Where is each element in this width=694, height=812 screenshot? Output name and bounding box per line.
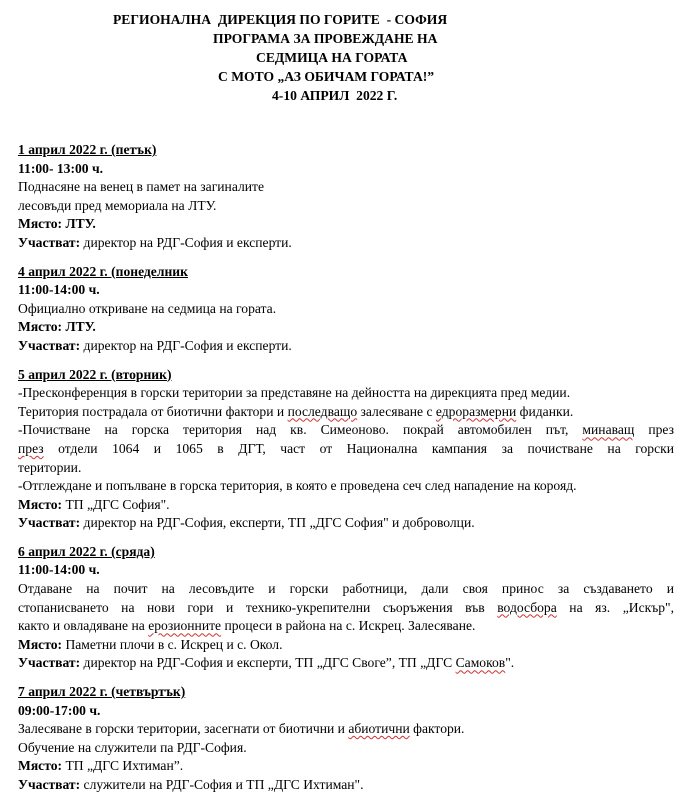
event-participants <box>18 776 674 795</box>
event-place <box>18 318 674 337</box>
event-section-april-7 <box>18 683 674 795</box>
event-time: 11:00-14:00 ч. <box>18 282 100 298</box>
event-place <box>18 496 674 515</box>
event-description-line: -Пресконференция в горски територии за представяне на дейността на дирекцията пред медии. <box>18 385 571 401</box>
event-date: 1 април 2022 г. (петък) <box>18 142 157 157</box>
place-label: Място: <box>18 758 63 774</box>
event-description-line <box>18 599 674 618</box>
text-run-spellcheck: последващо <box>287 403 358 419</box>
event-description-line <box>18 403 674 422</box>
text-run-spellcheck: минаващ <box>582 422 635 438</box>
event-section-april-1 <box>18 141 674 253</box>
header-line-5: 4-10 АПРИЛ 2022 Г. <box>272 88 398 103</box>
participants-label: Участват: <box>18 234 81 250</box>
text-run-spellcheck: ерозионните <box>148 618 222 634</box>
header-line-4: С МОТО „АЗ ОБИЧАМ ГОРАТА!” <box>218 69 435 84</box>
event-participants <box>18 514 674 533</box>
place-value: ЛТУ. <box>62 319 96 335</box>
text-run: Залесяване в горски територии, засегнати от биотични и <box>18 721 349 737</box>
header-line-1: РЕГИОНАЛНА ДИРЕКЦИЯ ПО ГОРИТЕ - СОФИЯ <box>113 12 448 27</box>
event-date: 5 април 2022 г. (вторник) <box>18 366 172 382</box>
participants-label: Участват: <box>18 777 81 792</box>
place-label: Място: <box>18 636 63 652</box>
event-description-line: Официално откриване на седмица на гората. <box>18 300 277 316</box>
text-run: фиданки. <box>516 403 574 419</box>
event-description-line: Отдаване на почит на лесовъдите и горски работници, дали своя принос за създаването и <box>18 581 674 597</box>
place-value: ЛТУ. <box>62 216 96 232</box>
text-run: Територия пострадала от биотични фактори и <box>18 403 288 419</box>
participants-label: Участват: <box>18 655 81 671</box>
participants-value: директор на РДГ-София и експерти. <box>80 234 292 250</box>
event-participants <box>18 234 674 253</box>
text-run: отдели 1064 и 1065 в ДГТ, част от Национална кампания за почистване на горски <box>43 440 674 456</box>
participants-value: директор на РДГ-София и експерти. <box>80 337 292 353</box>
event-time: 11:00- 13:00 ч. <box>18 160 104 176</box>
event-description-line: -Отглеждане и попълване в горска територия, в която е проведена сеч след нападение на корояд. <box>18 478 577 494</box>
event-description-line <box>18 440 674 459</box>
place-value: ТП „ДГС София". <box>62 496 170 512</box>
event-time: 09:00-17:00 ч. <box>18 702 101 718</box>
document-header <box>0 10 694 105</box>
text-run-spellcheck: през <box>18 440 44 456</box>
text-run-spellcheck: водосбора <box>497 599 557 615</box>
event-section-april-6 <box>18 543 674 673</box>
event-description-line: Обучение на служители па РДГ-София. <box>18 739 247 755</box>
event-description-line <box>18 617 674 636</box>
event-date: 7 април 2022 г. (четвъртък) <box>18 684 186 700</box>
text-run: през <box>634 422 674 438</box>
event-place <box>18 636 674 655</box>
event-participants <box>18 337 674 356</box>
text-run: -Почистване на горска територия над кв. Симеоново. покрай автомобилен път, <box>18 422 583 438</box>
participants-value: директор на РДГ-София и експерти, ТП „ДГС Своге”, ТП „ДГС <box>80 655 456 671</box>
participants-label: Участват: <box>18 515 81 531</box>
event-section-april-4 <box>18 263 674 356</box>
text-run: залесяване с <box>357 403 436 419</box>
participants-label: Участват: <box>18 337 81 353</box>
participants-value: директор на РДГ-София, експерти, ТП „ДГС София" и доброволци. <box>80 515 475 531</box>
text-run: както и овладяване на <box>18 618 149 634</box>
place-label: Място: <box>18 216 63 232</box>
participants-value: служители на РДГ-София и ТП „ДГС Ихтиман". <box>80 777 364 792</box>
header-line-3: СЕДМИЦА НА ГОРАТА <box>256 50 408 65</box>
event-place <box>18 757 674 776</box>
event-place <box>18 215 674 234</box>
event-time: 11:00-14:00 ч. <box>18 562 100 578</box>
event-description-line: територии. <box>18 459 82 475</box>
text-run: на яз. „Искър", <box>556 599 674 615</box>
place-label: Място: <box>18 496 63 512</box>
event-description-line: лесовъди пред мемориала на ЛТУ. <box>18 197 217 213</box>
event-date: 6 април 2022 г. (сряда) <box>18 543 155 559</box>
place-label: Място: <box>18 319 63 335</box>
header-line-2: ПРОГРАМА ЗА ПРОВЕЖДАНЕ НА <box>213 31 438 46</box>
program-content <box>18 141 674 795</box>
text-run-spellcheck: едроразмерни <box>435 403 517 419</box>
text-run: стопанисването на нови гори и технико-укрепителни съоръжения във <box>18 599 498 615</box>
event-date: 4 април 2022 г. (понеделник <box>18 263 188 279</box>
event-section-april-5 <box>18 366 674 533</box>
text-run: фактори. <box>409 721 465 737</box>
place-value: Паметни плочи в с. Искрец и с. Окол. <box>62 636 283 652</box>
event-description-line: Поднасяне на венец в памет на загиналите <box>18 179 265 195</box>
text-run-spellcheck: Самоков <box>455 655 506 671</box>
event-participants <box>18 654 674 673</box>
text-run: ". <box>505 655 515 671</box>
text-run: процеси в района на с. Искрец. Залесяване. <box>221 618 476 634</box>
event-description-line <box>18 421 674 440</box>
event-description-line <box>18 720 674 739</box>
place-value: ТП „ДГС Ихтиман”. <box>62 758 184 774</box>
text-run-spellcheck: абиотични <box>348 721 410 737</box>
